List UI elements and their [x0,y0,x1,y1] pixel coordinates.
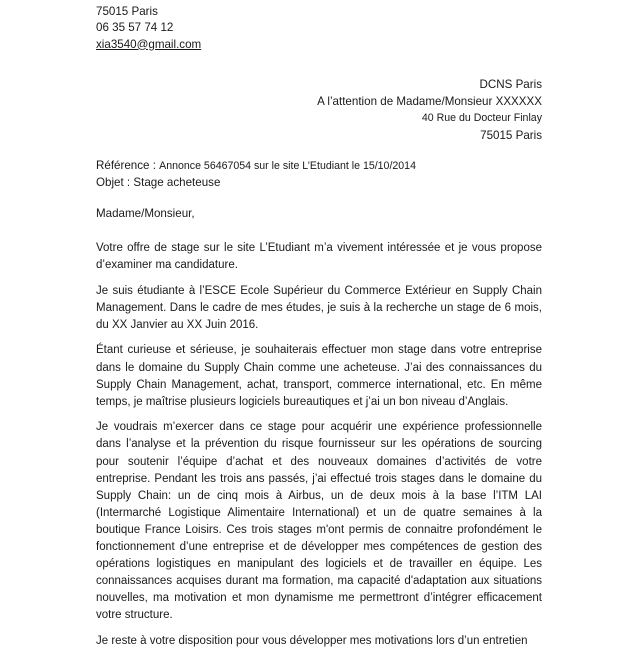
sender-email-link[interactable]: xia3540@gmail.com [96,37,202,51]
recipient-street: 40 Rue du Docteur Finlay [421,112,542,124]
body-paragraph: Je voudrais m’exercer dans ce stage pour acquérir une expérience professionnelle dans l’analyse et la prévention du risque fournisseur sur les opérations de sourcing pour soutenir l’équipe d’achat et des nouveaux domaines d’activités de votre entreprise. Pendant les trois ans passés, j’ai effectué trois stages dans le domaine du Supply Chain: un de cinq mois à Airbus, un de deux mois à la base l’ITM LAI (Intermarché Logistique Alimentaire International) et un de quatre semaines à la boutique France Loisirs. Ces trois stages m'ont permis de connaitre profondément le fonctionnement d’une entreprise et de développer mes compétences de gestion des opérations logistiques en manipulant des logiciels et de travailler en équipe. Les connaissances acquises durant ma formation, ma capacité d'adaptation aux situations nouvelles, ma motivation et mon dynamisme me permettront d’intégrer efficacement votre structure. [96,421,542,622]
body-paragraph: Je reste à votre disposition pour vous développer mes motivations lors d’un entretien [96,634,528,647]
recipient-company: DCNS Paris [479,78,542,91]
sender-phone: 06 35 57 74 12 [96,21,174,34]
recipient-attention: A l’attention de Madame/Monsieur XXXXXX [317,95,542,108]
salutation: Madame/Monsieur, [96,207,195,220]
body-paragraph: Je suis étudiante à l’ESCE Ecole Supérieur du Commerce Extérieur en Supply Chain Management. Dans le cadre de mes études, je suis à la recherche un stage de 6 mois, du XX Janvier au XX Juin 2016. [96,284,542,331]
recipient-city: 75015 Paris [480,129,542,142]
reference-line [96,158,416,175]
reference-block [96,158,416,191]
sender-city: 75015 Paris [96,4,158,18]
letter-body [96,240,542,659]
sender-block [96,0,201,53]
reference-label: Référence : [96,159,160,172]
recipient-block [317,76,542,144]
body-paragraph: Étant curieuse et sérieuse, je souhaiterais effectuer mon stage dans votre entreprise dans le domaine du Supply Chain comme une acheteuse. J’ai des connaissances du Supply Chain Management, achat, transport, commerce international, etc. En même temps, je maîtrise plusieurs logiciels bureautiques et j’ai un bon niveau d’Anglais. [96,344,542,408]
body-paragraph: Votre offre de stage sur le site L’Etudiant m’a vivement intéressée et je vous propose d’examiner ma candidature. [96,242,542,272]
object-line: Objet : Stage acheteuse [96,175,221,189]
reference-value: Annonce 56467054 sur le site L’Etudiant le 15/10/2014 [159,160,416,172]
